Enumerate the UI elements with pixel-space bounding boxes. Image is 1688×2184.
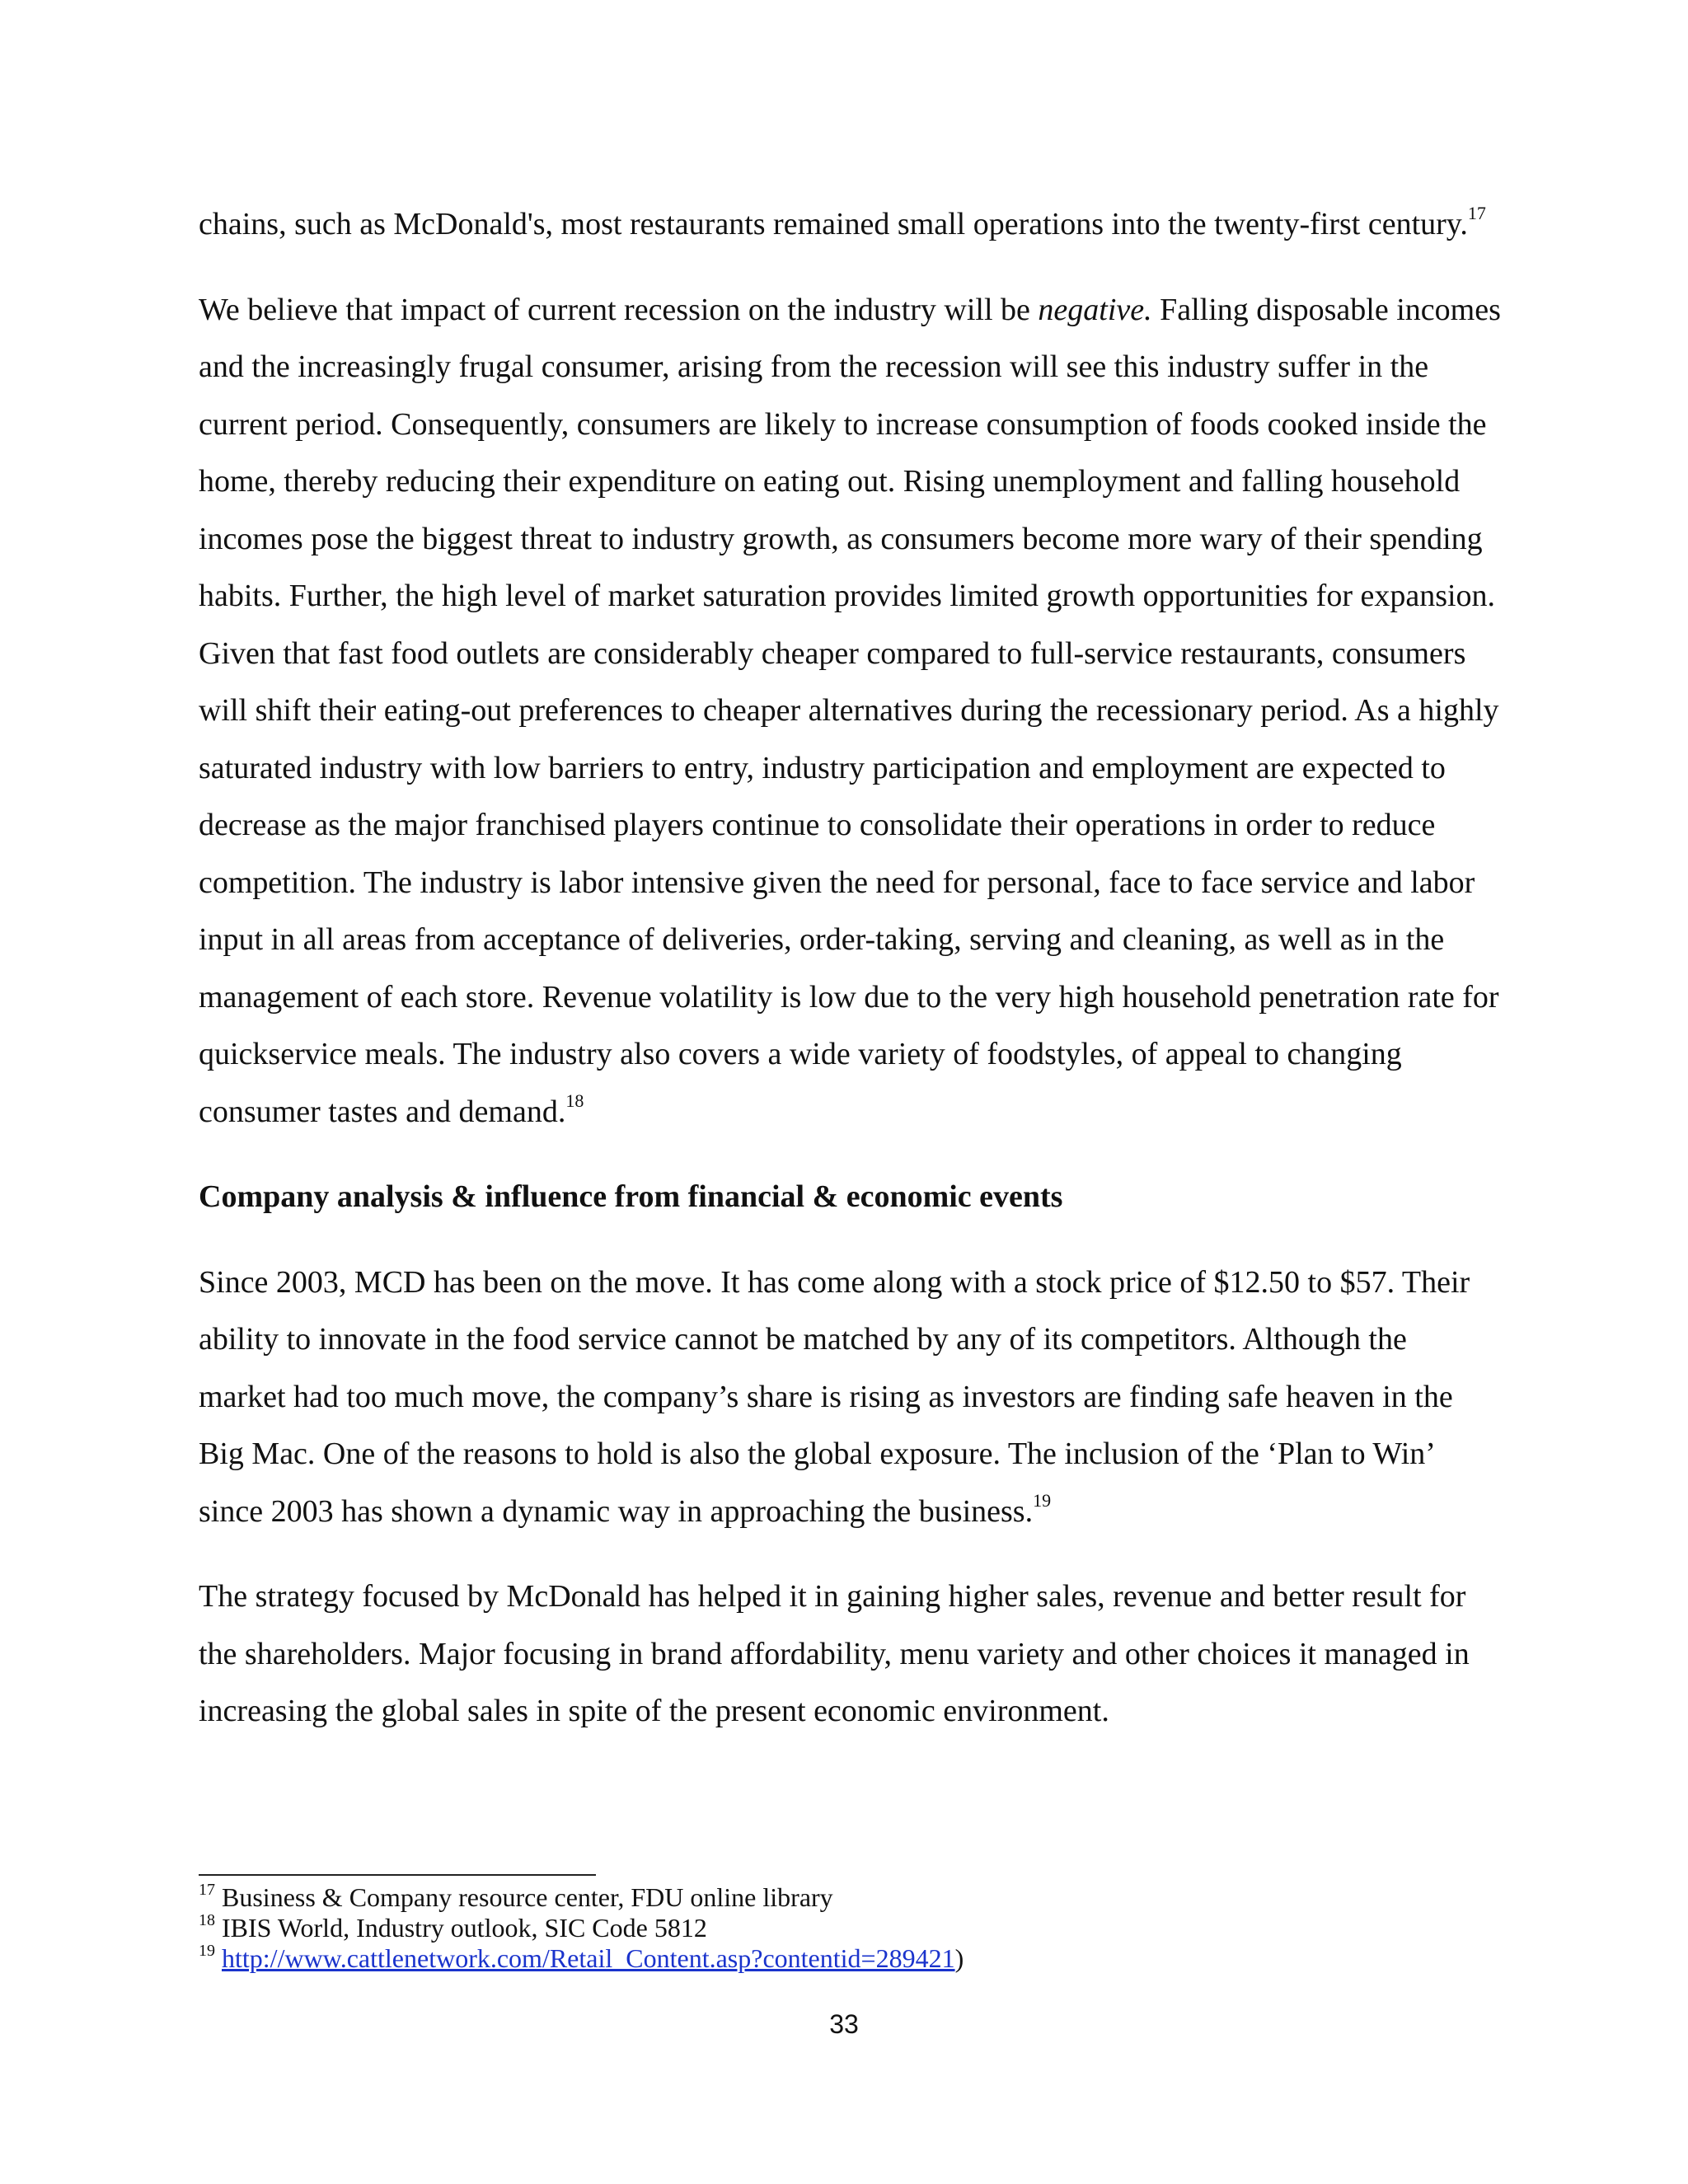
footnotes [199, 1882, 1435, 1974]
footnote-18 [199, 1913, 1435, 1943]
footnote-ref-18[interactable]: 18 [565, 1090, 584, 1111]
paragraph-mcd-stock [199, 1254, 1501, 1541]
paragraph-strategy [199, 1568, 1501, 1741]
body-text [199, 196, 1501, 1769]
paragraph-recession-impact [199, 282, 1501, 1141]
footnote-separator [199, 1874, 596, 1876]
footnote-ref-17[interactable]: 17 [1467, 203, 1486, 224]
footnote-17 [199, 1882, 1435, 1913]
footnote-trailing-text: ) [954, 1943, 964, 1973]
paragraph-restaurants-history [199, 196, 1501, 254]
footnote-19 [199, 1943, 1435, 1974]
emphasis-negative: negative. [1038, 292, 1152, 327]
footnote-text: Business & Company resource center, FDU online library [222, 1882, 833, 1912]
paragraph-text: The strategy focused by McDonald has helped it in gaining higher sales, revenue and better result for the shareholders. Major focusing in brand affordability, menu variety and other choices it managed in increasing the global sales in spite of the present economic environment. [199, 1579, 1470, 1728]
footnote-number: 18 [199, 1911, 215, 1930]
footnote-number: 17 [199, 1881, 215, 1900]
footnote-number: 19 [199, 1942, 215, 1961]
paragraph-text: chains, such as McDonald's, most restaurants remained small operations into the twenty-first century. [199, 207, 1468, 241]
footnote-link[interactable]: http://www.cattlenetwork.com/Retail_Content.asp?contentid=289421 [222, 1943, 955, 1973]
footnote-ref-19[interactable]: 19 [1033, 1489, 1052, 1511]
page-number: 33 [829, 2009, 859, 2039]
paragraph-text: Falling disposable incomes and the increasingly frugal consumer, arising from the recession will see this industry suffer in the current period. Consequently, consumers are likely to increase consumption of foods cooked inside the home, thereby reducing their expenditure on eating out. Rising unemployment and falling household incomes pose the biggest threat to industry growth, as consumers become more wary of their spending habits. Further, the high level of market saturation provides limited growth opportunities for expansion. Given that fast food outlets are considerably cheaper compared to full-service restaurants, consumers will shift their eating-out preferences to cheaper alternatives during the recessionary period. As a highly saturated industry with low barriers to entry, industry participation and employment are expected to decrease as the major franchised players continue to consolidate their operations in order to reduce competition. The industry is labor intensive given the need for personal, face to face service and labor input in all areas from acceptance of deliveries, order-taking, serving and cleaning, as well as in the management of each store. Revenue volatility is low due to the very high household penetration rate for quickservice meals. The industry also covers a wide variety of foodstyles, of appeal to changing consumer tastes and demand. [199, 292, 1501, 1129]
section-heading: Company analysis & influence from financial & economic events [199, 1179, 1063, 1214]
footnote-text: IBIS World, Industry outlook, SIC Code 5812 [222, 1913, 707, 1943]
paragraph-text: Since 2003, MCD has been on the move. It has come along with a stock price of $12.50 to $57. Their ability to innovate in the food service cannot be matched by any of its competitors. Although the market had too much move, the company’s share is rising as investors are finding safe heaven in the Big Mac. One of the reasons to hold is also the global exposure. The inclusion of the ‘Plan to Win’ since 2003 has shown a dynamic way in approaching the business. [199, 1264, 1470, 1529]
paragraph-text: We believe that impact of current recession on the industry will be [199, 292, 1039, 327]
